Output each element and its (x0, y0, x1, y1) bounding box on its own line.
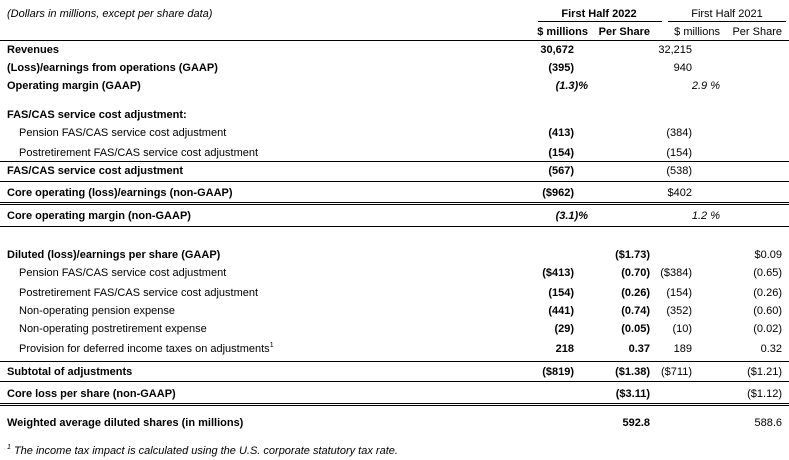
table-row-core-operating (0, 184, 789, 202)
value-millions-2021: 940 (673, 62, 692, 74)
value-per-share-2021: (0.26) (753, 287, 782, 299)
value-per-share-2022: (0.05) (621, 323, 650, 335)
row-label: Non-operating pension expense (19, 305, 175, 317)
row-label (19, 340, 274, 358)
row-label: (Loss)/earnings from operations (GAAP) (7, 62, 218, 74)
header-row-columns (0, 23, 789, 41)
value-millions-2021: 189 (673, 343, 692, 355)
value-millions-2021: (154) (666, 287, 692, 299)
value-millions-2022: (3.1)% (555, 210, 588, 222)
row-label: Pension FAS/CAS service cost adjustment (19, 267, 227, 279)
value-per-share-2022: ($1.73) (615, 249, 650, 261)
row-label-text: Provision for deferred income taxes on adjustments (19, 343, 270, 355)
table-row-nonop-postretirement (0, 320, 789, 338)
divider-shares-top (0, 403, 789, 404)
footnote-marker: 1 (269, 342, 274, 349)
value-millions-2021: $402 (667, 187, 692, 199)
row-label: Revenues (7, 44, 59, 56)
table-row-core-loss-per-share (0, 385, 789, 403)
value-per-share-2021: $0.09 (754, 249, 782, 261)
value-millions-2021: 2.9 % (691, 80, 720, 92)
table-row-subtotal-adjustments (0, 363, 789, 381)
divider-subtotal (0, 361, 789, 362)
table-row-core-margin (0, 207, 789, 225)
value-millions-2021: 32,215 (658, 44, 692, 56)
table-row-revenues (0, 41, 789, 59)
value-per-share-2022: ($3.11) (615, 388, 650, 400)
value-millions-2021: (10) (672, 323, 692, 335)
divider-core-margin-top (0, 202, 789, 203)
value-millions-2022: 30,672 (540, 44, 574, 56)
period-2021-header: First Half 2021 (691, 8, 763, 20)
underline-period-2022 (538, 21, 662, 22)
col-per-share-2022: Per Share (598, 26, 650, 38)
row-label: Core operating (loss)/earnings (non-GAAP) (7, 187, 233, 199)
footnote (7, 443, 398, 459)
value-per-share-2021: (0.60) (753, 305, 782, 317)
row-label: Subtotal of adjustments (7, 366, 133, 378)
table-row-fascas-heading (0, 106, 789, 124)
value-millions-2022: (29) (554, 323, 574, 335)
row-label: FAS/CAS service cost adjustment: (7, 109, 187, 121)
value-per-share-2022: 592.8 (622, 417, 650, 429)
row-label: Postretirement FAS/CAS service cost adjustment (19, 147, 259, 159)
table-row-weighted-shares (0, 414, 789, 432)
row-label: Non-operating postretirement expense (19, 323, 207, 335)
value-millions-2022: (567) (548, 165, 574, 177)
divider-core-margin-top-double (0, 204, 789, 205)
table-row-postretirement-adjustment (0, 144, 789, 162)
value-per-share-2021: (0.65) (753, 267, 782, 279)
value-millions-2021: ($384) (660, 267, 692, 279)
value-millions-2021: (352) (666, 305, 692, 317)
row-label: Operating margin (GAAP) (7, 80, 141, 92)
value-millions-2022: (441) (548, 305, 574, 317)
row-label: Postretirement FAS/CAS service cost adjustment (19, 287, 259, 299)
row-label: Core operating margin (non-GAAP) (7, 210, 191, 222)
value-per-share-2021: 588.6 (754, 417, 782, 429)
value-millions-2021: (384) (666, 127, 692, 139)
value-millions-2022: ($413) (542, 267, 574, 279)
value-millions-2022: (154) (548, 287, 574, 299)
value-millions-2021: (154) (666, 147, 692, 159)
value-per-share-2022: ($1.38) (615, 366, 650, 378)
value-millions-2022: (413) (548, 127, 574, 139)
value-millions-2022: ($962) (542, 187, 574, 199)
divider-shares-top-double (0, 405, 789, 406)
row-label: Weighted average diluted shares (in millions) (7, 417, 244, 429)
value-millions-2022: ($819) (542, 366, 574, 378)
table-row-nonop-pension (0, 302, 789, 320)
value-per-share-2021: (0.02) (753, 323, 782, 335)
value-millions-2022: (154) (548, 147, 574, 159)
value-millions-2021: (538) (666, 165, 692, 177)
value-millions-2021: ($711) (661, 366, 692, 378)
footnote-number: 1 (7, 444, 11, 451)
value-per-share-2022: (0.70) (621, 267, 650, 279)
footnote-text: The income tax impact is calculated using the U.S. corporate statutory tax rate. (10, 445, 398, 457)
col-millions-2022: $ millions (537, 26, 588, 38)
value-per-share-2022: 0.37 (628, 343, 650, 355)
divider-core-margin-bottom (0, 226, 789, 227)
value-per-share-2021: ($1.12) (747, 388, 782, 400)
col-per-share-2021: Per Share (732, 26, 782, 38)
units-note: (Dollars in millions, except per share data) (7, 8, 213, 20)
value-per-share-2021: ($1.21) (747, 366, 782, 378)
underline-period-2021 (668, 21, 786, 22)
value-per-share-2022: (0.26) (621, 287, 650, 299)
period-2022-header: First Half 2022 (561, 8, 637, 20)
value-per-share-2022: (0.74) (621, 305, 650, 317)
value-millions-2021: 1.2 % (691, 210, 720, 222)
table-row-deferred-taxes (0, 340, 789, 358)
value-millions-2022: (395) (548, 62, 574, 74)
table-row-fascas-total (0, 162, 789, 180)
value-millions-2022: (1.3)% (555, 80, 588, 92)
table-row-gaap-margin (0, 77, 789, 95)
row-label: FAS/CAS service cost adjustment (7, 165, 184, 177)
row-label: Diluted (loss)/earnings per share (GAAP) (7, 249, 221, 261)
row-label: Core loss per share (non-GAAP) (7, 388, 176, 400)
table-row-eps-pension (0, 264, 789, 282)
row-label: Pension FAS/CAS service cost adjustment (19, 127, 227, 139)
value-per-share-2021: 0.32 (760, 343, 782, 355)
table-row-diluted-eps (0, 246, 789, 264)
divider-core-operating (0, 181, 789, 182)
col-millions-2021: $ millions (674, 26, 720, 38)
table-row-gaap-earnings (0, 59, 789, 77)
divider-core-loss (0, 381, 789, 382)
table-row-eps-postretirement (0, 284, 789, 302)
table-row-pension-adjustment (0, 124, 789, 142)
value-millions-2022: 218 (555, 343, 574, 355)
